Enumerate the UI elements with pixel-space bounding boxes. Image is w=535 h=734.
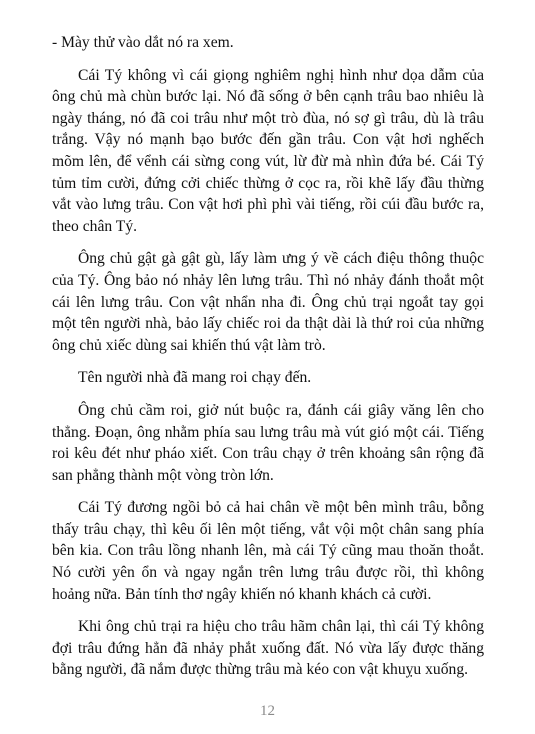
paragraph: Ông chủ gật gà gật gù, lấy làm ưng ý về cách điệu thông thuộc của Tý. Ông bảo nó nhảy lên lưng trâu. Thì nó nhảy đánh thoắt một cái lên lưng trâu. Con vật nhẩn nha đi. Ông chủ trại ngoắt tay gọi một tên người nhà, bảo lấy chiếc roi da thật dài là thứ roi của những ông chủ xiếc dùng sai khiến thú vật làm trò. [52, 250, 484, 354]
paragraph: Ông chủ cầm roi, giở nút buộc ra, đánh cái giây văng lên cho thẳng. Đoạn, ông nhằm phía sau lưng trâu mà vút gió một cái. Tiếng roi kêu đét như pháo xiết. Con trâu chạy ở trên khoảng sân rộng đã san phẳng thành một vòng tròn lớn. [52, 401, 484, 484]
paragraph: Cái Tý không vì cái giọng nghiêm nghị hình như dọa dẫm của ông chủ mà chùn bước lại. Nó đã sống ở bên cạnh trâu bao nhiêu là ngày tháng, nó đã coi trâu như một trò đùa, nó sợ gì trâu, dù là trâu trắng. Vậy nó mạnh bạo bước đến gần trâu. Con vật hơi nghếch mõm lên, để vểnh cái sừng cong vút, lừ đừ mà nhìn đứa bé. Cái Tý tủm tỉm cười, đứng cởi chiếc thừng ở cọc ra, rồi khẽ lấy đầu thừng vắt vào lưng trâu. Con vật hơi phì phì vài tiếng, rồi cúi đầu bước ra, theo chân Tý. [52, 66, 484, 235]
paragraph: Khi ông chủ trại ra hiệu cho trâu hãm chân lại, thì cái Tý không đợi trâu đứng hẳn đã nhảy phắt xuống đất. Nó vừa lấy được thăng bằng người, đã nắm được thừng trâu mà kéo con vật khuỵu xuống. [52, 618, 484, 679]
paragraph: Tên người nhà đã mang roi chạy đến. [78, 369, 312, 387]
dialogue-line: - Mày thử vào dắt nó ra xem. [52, 34, 234, 51]
document-page [52, 32, 484, 692]
page-number: 12 [260, 703, 275, 719]
paragraph: Cái Tý đương ngồi bỏ cả hai chân về một bên mình trâu, bỗng thấy trâu chạy, thì kêu ối lên một tiếng, vắt vội một chân sang phía bên kia. Con trâu lồng nhanh lên, mà cái Tý cũng mau thoăn thoắt. Nó cười yên ổn và ngay ngắn trên lưng trâu được rồi, thì không hoảng nữa. Bản tính thơ ngây khiến nó khanh khách cả cười. [52, 499, 484, 603]
